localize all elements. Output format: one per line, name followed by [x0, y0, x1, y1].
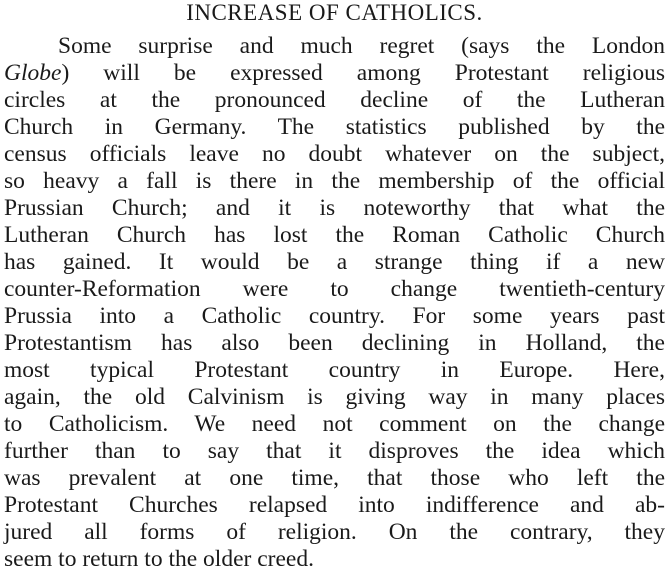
article-headline: INCREASE OF CATHOLICS. — [186, 0, 483, 25]
article-line-13: most typical Protestant country in Europe. Here, — [4, 357, 665, 383]
article-line-2-text: will be expressed among Protestant religious — [103, 60, 665, 86]
article-line-11: Prussia into a Catholic country. For some years past — [4, 303, 665, 329]
article-line-20: seem to return to the older creed. — [4, 546, 314, 572]
article-line-4: Church in Germany. The statistics published by the — [4, 114, 665, 140]
article-line-12: Protestantism has also been declining in Holland, the — [4, 330, 665, 356]
article-line-7: Prussian Church; and it is noteworthy that what the — [4, 195, 665, 221]
article-line-14: again, the old Calvinism is giving way in many places — [4, 384, 665, 410]
article-line-10: counter-Reformation were to change twentieth-century — [4, 276, 665, 302]
article-line-15: to Catholicism. We need not comment on the change — [4, 411, 665, 437]
article-line-5: census officials leave no doubt whatever on the subject, — [4, 141, 665, 167]
article-line-9: has gained. It would be a strange thing if a new — [4, 249, 665, 275]
article-line-16: further than to say that it disproves the idea which — [4, 438, 665, 464]
article-line-2 — [4, 60, 665, 86]
globe-close-paren: ) — [61, 60, 70, 86]
article-line-17: was prevalent at one time, that those who left the — [4, 465, 665, 491]
article-line-8: Lutheran Church has lost the Roman Catholic Church — [4, 222, 665, 248]
article-line-18: Protestant Churches relapsed into indifference and ab- — [4, 492, 665, 518]
globe-word: Globe — [4, 60, 62, 86]
article-line-19: jured all forms of religion. On the contrary, they — [4, 519, 665, 545]
article-line-1: Some surprise and much regret (says the London — [58, 33, 665, 59]
article-line-3: circles at the pronounced decline of the Lutheran — [4, 87, 665, 113]
article-line-6: so heavy a fall is there in the membership of the official — [4, 168, 665, 194]
